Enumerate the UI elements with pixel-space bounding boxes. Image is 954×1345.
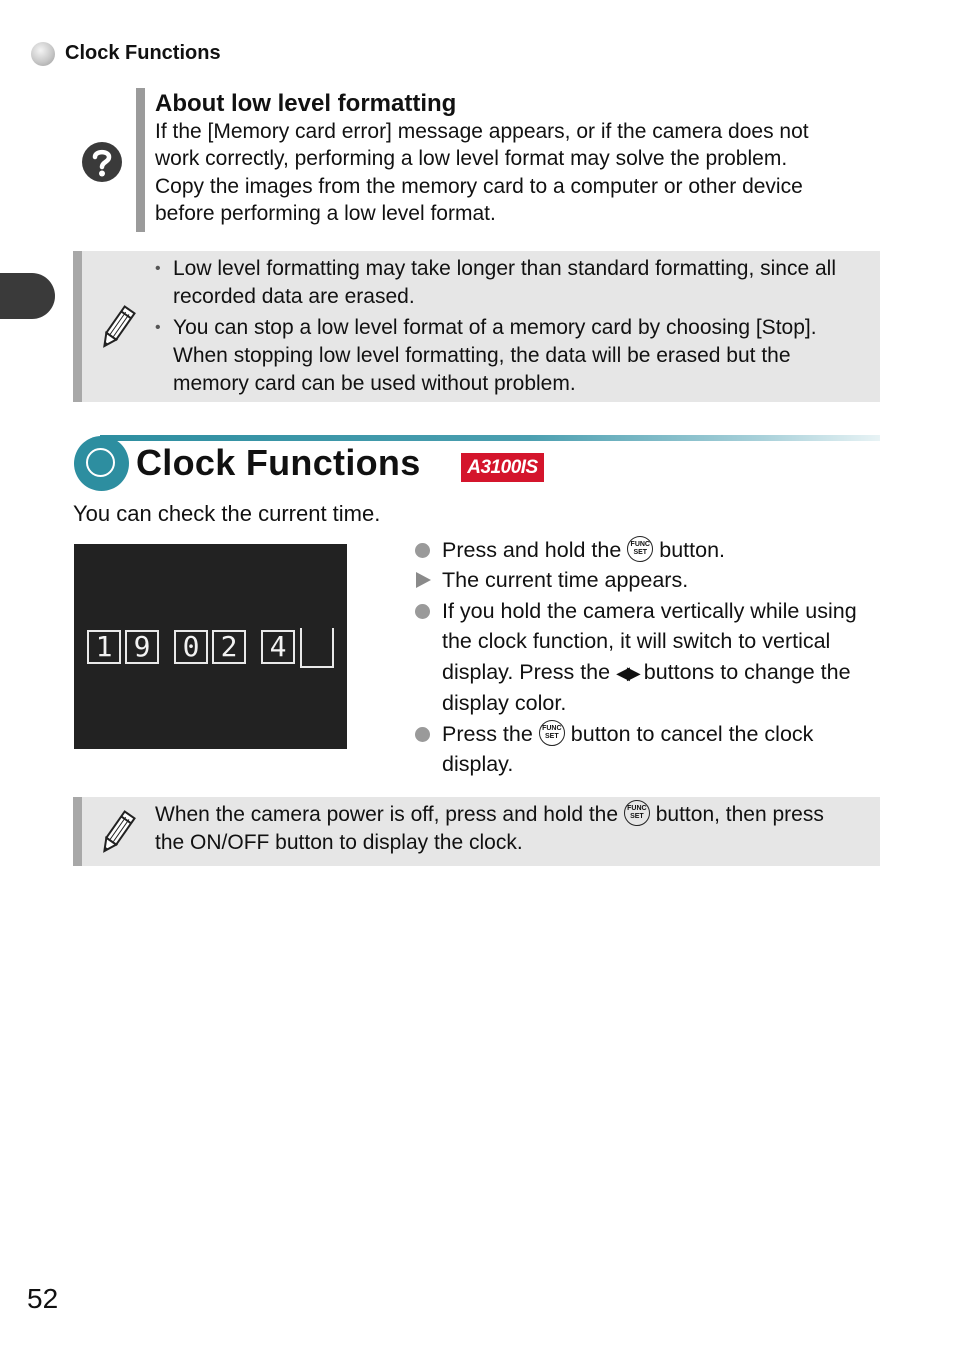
pencil-icon [97,809,137,857]
list-item: The current time appears. [415,565,885,595]
bullet-icon [415,604,430,619]
note2-text: When the camera power is off, press and hold the FUNC SET button, then press the ON/OFF button to display the clock. [155,801,877,856]
clock-lcd-screen [74,544,347,749]
func-set-button-icon: FUNC SET [627,536,653,562]
chapter-tab [0,273,55,319]
lcd-digit: 2 [212,630,246,664]
section-intro: You can check the current time. [73,501,381,526]
steps-list [415,535,885,779]
bullet-icon: • [155,260,161,277]
list-item: • You can stop a low level format of a memory card by choosing [Stop]. When stopping low level formatting, the data will be erased but the memory card can be used without problem. [155,316,817,395]
model-badge: A3100IS [461,453,544,482]
arrow-icon [416,572,431,588]
about-accent-bar [136,88,145,232]
lcd-indicator [300,628,334,668]
list-item: • Low level formatting may take longer than standard formatting, since all recorded data are erased. [155,257,837,308]
section-circle-ring [86,448,115,477]
about-line: Copy the images from the memory card to a computer or other device [155,174,803,198]
list-item: If you hold the camera vertically while using the clock function, it will switch to vertical display. Press the ◀▶ buttons to change the display color. [415,596,885,719]
left-right-buttons-icon: ◀▶ [616,662,638,683]
question-icon [81,141,123,183]
section-title: Clock Functions [136,442,421,483]
func-set-button-icon: FUNC SET [624,800,650,826]
bullet-icon [415,543,430,558]
about-body [155,118,875,227]
page-number: 52 [27,1283,59,1314]
header-dot-icon [31,42,55,66]
list-item: Press and hold the FUNC SET button. [415,535,885,565]
lcd-digit: 1 [87,630,121,664]
func-set-button-icon: FUNC SET [539,720,565,746]
lcd-digit: 0 [174,630,208,664]
list-item: Press the FUNC SET button to cancel the clock display. [415,719,885,780]
about-title: About low level formatting [155,90,457,117]
running-header: Clock Functions [65,42,221,64]
bullet-icon: • [155,319,161,336]
note-list [155,255,877,401]
bullet-icon [415,727,430,742]
about-line: before performing a low level format. [155,201,496,225]
about-line: work correctly, performing a low level format may solve the problem. [155,147,788,171]
about-line: If the [Memory card error] message appears, or if the camera does not [155,120,809,143]
lcd-digit: 4 [261,630,295,664]
pencil-icon [97,304,137,352]
lcd-digit: 9 [125,630,159,664]
